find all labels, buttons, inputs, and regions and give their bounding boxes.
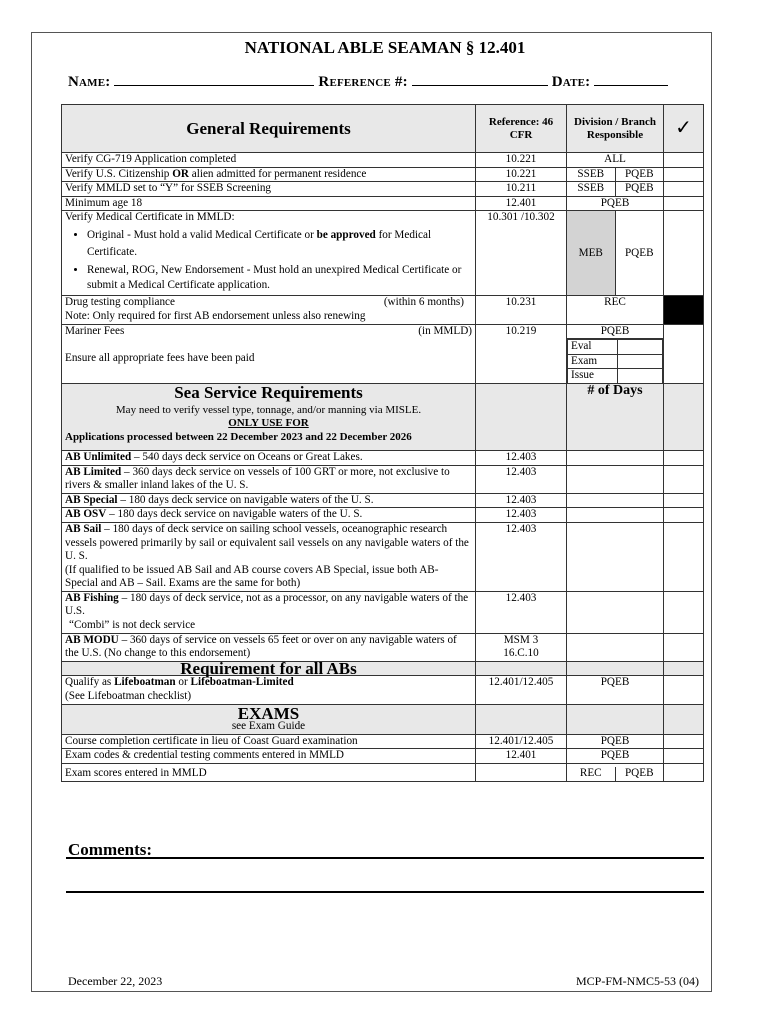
- division-cell: PQEB: [567, 676, 664, 704]
- sea-service-text: AB Fishing – 180 days of deck service, not as a processor, on any navigable waters of the U.S. “Combi” is not deck service: [62, 591, 476, 633]
- fees-requirement: Mariner Fees (in MMLD) Ensure all appropriate fees have been paid: [62, 324, 476, 383]
- cfr-reference: 10.221: [476, 167, 567, 182]
- fee-issue-check[interactable]: [618, 369, 663, 383]
- division-cell: REC: [567, 296, 664, 324]
- table-row: [62, 508, 704, 523]
- table-row: [62, 522, 704, 591]
- check-box[interactable]: [664, 522, 704, 591]
- checklist-table: [61, 104, 704, 782]
- sea-service-dates: Applications processed between 22 December 2023 and 22 December 2026: [65, 430, 412, 443]
- check-box[interactable]: [664, 764, 704, 782]
- cfr-reference: [476, 764, 567, 782]
- check-box[interactable]: [664, 676, 704, 704]
- fee-issue-label: Issue: [568, 369, 618, 383]
- reference-label: Reference #:: [318, 74, 408, 90]
- cfr-reference: MSM 3 16.C.10: [476, 633, 567, 661]
- checkmark-icon: ✓: [664, 105, 704, 153]
- cfr-reference: 10.221: [476, 153, 567, 168]
- table-row: [62, 196, 704, 211]
- form-title: NATIONAL ABLE SEAMAN § 12.401: [244, 38, 526, 57]
- comments-line-2[interactable]: [66, 891, 704, 893]
- drug-testing-requirement: Drug testing compliance (within 6 months) Note: Only required for first AB endorsement unless also renewing: [62, 296, 476, 324]
- comments-label: Comments:: [68, 840, 153, 859]
- days-field[interactable]: [567, 522, 664, 591]
- table-row: [62, 182, 704, 197]
- name-field[interactable]: [114, 72, 314, 86]
- sea-service-header-row: [62, 383, 704, 450]
- reference-field[interactable]: [412, 72, 548, 86]
- date-label: Date:: [551, 74, 591, 90]
- cfr-reference: 10.211: [476, 182, 567, 197]
- requirement-text: Verify CG-719 Application completed: [62, 153, 476, 168]
- all-abs-header-row: [62, 661, 704, 676]
- cfr-reference: 12.401/12.405: [476, 734, 567, 749]
- table-row: [62, 450, 704, 465]
- requirement-text: Verify U.S. Citizenship OR alien admitted for permanent residence: [62, 167, 476, 182]
- division-cell: PQEB: [567, 196, 664, 211]
- days-field[interactable]: [567, 591, 664, 633]
- division-cell: PQEB: [567, 749, 664, 764]
- check-box[interactable]: [664, 591, 704, 633]
- table-row: [62, 167, 704, 182]
- days-field[interactable]: [567, 450, 664, 465]
- exams-subheading: see Exam Guide: [231, 720, 306, 733]
- check-box[interactable]: [664, 167, 704, 182]
- exams-heading: EXAMS: [237, 703, 300, 723]
- general-requirements-heading: General Requirements: [62, 105, 476, 153]
- check-box[interactable]: [664, 324, 704, 383]
- fee-exam-label: Exam: [568, 354, 618, 369]
- blocked-check-box: [664, 296, 704, 324]
- check-box[interactable]: [664, 153, 704, 168]
- days-field[interactable]: [567, 508, 664, 523]
- exams-header-row: [62, 704, 704, 734]
- check-box[interactable]: [664, 211, 704, 296]
- requirement-text: Minimum age 18: [62, 196, 476, 211]
- sea-service-text: AB Sail – 180 days of deck service on sailing school vessels, oceanographic research vessels powered primarily by sail or equivalent sail vessels on any navigable waters of the U. S. (If qualified to be issued AB Sail and AB course covers AB Special, issue both AB- Special and AB – Sail. Exams are the same for both): [62, 522, 476, 591]
- check-box[interactable]: [664, 508, 704, 523]
- footer-date: December 22, 2023: [68, 974, 163, 988]
- cfr-reference: 12.403: [476, 522, 567, 591]
- check-box[interactable]: [664, 633, 704, 661]
- sea-service-text: AB OSV – 180 days deck service on navigable waters of the U. S.: [62, 508, 476, 523]
- name-label: Name:: [68, 74, 111, 90]
- fees-division-cell: PQEB Eval Exam Issue: [567, 324, 664, 383]
- check-box[interactable]: [664, 493, 704, 508]
- cfr-reference: 12.401: [476, 196, 567, 211]
- medical-row: [62, 211, 704, 296]
- footer-form-number: MCP-FM-NMC5-53 (04): [575, 974, 699, 988]
- sea-service-text: AB Limited – 360 days deck service on vessels of 100 GRT or more, not exclusive to rivers & smaller inland lakes of the U. S.: [62, 465, 476, 493]
- sea-service-only-use: ONLY USE FOR: [228, 417, 309, 430]
- division-cell: SSEB PQEB: [567, 167, 664, 182]
- table-row: [62, 749, 704, 764]
- check-box[interactable]: [664, 734, 704, 749]
- table-row: [62, 493, 704, 508]
- fee-eval-check[interactable]: [618, 340, 663, 355]
- cfr-reference: 12.403: [476, 450, 567, 465]
- cfr-reference: 12.403: [476, 493, 567, 508]
- cfr-reference: 10.219: [476, 324, 567, 383]
- division-cell: REC PQEB: [567, 764, 664, 782]
- cfr-reference: 10.301 /10.302: [476, 211, 567, 296]
- drug-testing-row: [62, 296, 704, 324]
- table-row: [62, 764, 704, 782]
- sea-service-note: May need to verify vessel type, tonnage, and/or manning via MISLE.: [115, 403, 422, 416]
- exam-requirement: Course completion certificate in lieu of Coast Guard examination: [62, 734, 476, 749]
- date-field[interactable]: [594, 72, 668, 86]
- exams-heading-cell: [62, 704, 476, 734]
- cfr-reference: 12.403: [476, 508, 567, 523]
- general-header-row: [62, 105, 704, 153]
- cfr-reference: 12.403: [476, 465, 567, 493]
- exam-requirement: Exam scores entered in MMLD: [62, 764, 476, 782]
- fee-eval-label: Eval: [568, 340, 618, 355]
- division-cell: MEB PQEB: [567, 211, 664, 296]
- header-fields: [68, 72, 668, 91]
- sea-service-heading-cell: [62, 383, 476, 450]
- comments-line-1[interactable]: [66, 857, 704, 859]
- cfr-reference: 12.401/12.405: [476, 676, 567, 704]
- fee-exam-check[interactable]: [618, 354, 663, 369]
- check-box[interactable]: [664, 465, 704, 493]
- division-cell: ALL: [567, 153, 664, 168]
- medical-requirement: Verify Medical Certificate in MMLD: • Original - Must hold a valid Medical Certificate or be approved for Medical Certificate. • Renewal, ROG, New Endorsement - Must hold an unexpired Medical Certificate or submit a Medical Certificate application.: [62, 211, 476, 296]
- days-field[interactable]: [567, 493, 664, 508]
- days-field[interactable]: [567, 633, 664, 661]
- check-box[interactable]: [664, 450, 704, 465]
- sea-service-text: AB Special – 180 days deck service on navigable waters of the U. S.: [62, 493, 476, 508]
- exam-requirement: Exam codes & credential testing comments entered in MMLD: [62, 749, 476, 764]
- requirement-text: Verify MMLD set to “Y” for SSEB Screening: [62, 182, 476, 197]
- table-row: [62, 153, 704, 168]
- table-row: [62, 591, 704, 633]
- cfr-reference: 12.401: [476, 749, 567, 764]
- reference-column-heading: Reference: 46 CFR: [476, 105, 567, 153]
- fees-row: [62, 324, 704, 383]
- division-cell: PQEB: [567, 734, 664, 749]
- check-box[interactable]: [664, 182, 704, 197]
- check-box[interactable]: [664, 196, 704, 211]
- table-row: [62, 676, 704, 704]
- check-box[interactable]: [664, 749, 704, 764]
- table-row: [62, 734, 704, 749]
- cfr-reference: 12.403: [476, 591, 567, 633]
- days-column-heading: # of Days: [567, 383, 664, 450]
- division-cell: SSEB PQEB: [567, 182, 664, 197]
- table-row: [62, 465, 704, 493]
- cfr-reference: 10.231: [476, 296, 567, 324]
- lifeboatman-requirement: Qualify as Lifeboatman or Lifeboatman-Limited (See Lifeboatman checklist): [62, 676, 476, 704]
- sea-service-text: AB MODU – 360 days of service on vessels 65 feet or over on any navigable waters of the U.S. (No change to this endorsement): [62, 633, 476, 661]
- sea-service-heading: Sea Service Requirements: [174, 382, 363, 402]
- days-field[interactable]: [567, 465, 664, 493]
- table-row: [62, 633, 704, 661]
- sea-service-text: AB Unlimited – 540 days deck service on Oceans or Great Lakes.: [62, 450, 476, 465]
- all-abs-heading: Requirement for all ABs: [62, 661, 476, 676]
- division-column-heading: Division / Branch Responsible: [567, 105, 664, 153]
